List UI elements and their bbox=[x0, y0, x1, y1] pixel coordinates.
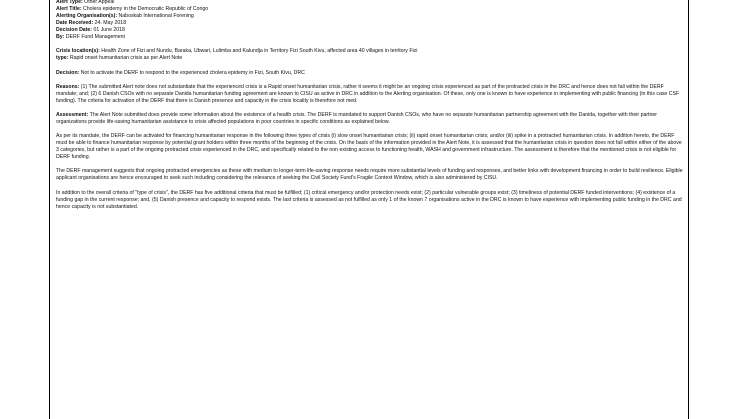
by-label: By: bbox=[56, 34, 65, 41]
decision-date-label: Decision Date: bbox=[56, 27, 93, 34]
document-page bbox=[49, 0, 689, 419]
assessment-label: Assessment: bbox=[56, 111, 89, 118]
reasons-label: Reasons: bbox=[56, 83, 80, 90]
crisis-location-value: Health Zone of Fizi and Nundu, Baraka, Ubwari, Lulimba and Kalundja in Territory Fizi South Kivu, affected area 40 villages in territory Fizi bbox=[99, 48, 418, 55]
by-value: DERF Fund Management bbox=[64, 34, 125, 41]
alert-type-value: Other Appeal bbox=[82, 0, 115, 5]
crisis-type-line bbox=[56, 55, 683, 62]
crisis-section bbox=[56, 48, 683, 62]
crisis-location-line bbox=[56, 48, 683, 55]
management-paragraph: The DERF management suggests that ongoing protracted emergencies as these with medium to longer-term life-saving response needs require more substantial levels of funding and responses, and better links with development financing in order to build resilience. Eligible applicant organisations are hence encouraged to seek such including considering the relevance of seeking the Civil Society Fund's Fragile Context Window, which is also administered by CISU. bbox=[56, 168, 683, 182]
date-received-line bbox=[56, 20, 683, 27]
spacer bbox=[56, 105, 683, 112]
assessment-paragraph bbox=[56, 112, 683, 126]
alert-title-label: Alert Title: bbox=[56, 6, 82, 13]
mandate-paragraph: As per its mandate, the DERF can be activated for financing humanitarian response in the following three types of crisis (i) slow onset humanitarian crisis; (ii) rapid onset humanitarian crisis; and/or (iii) spike in a protracted humanitarian crisis. In addition hereto, the DERF must be able to finance humanitarian response by potential grant holders within three months of the beginning of the crisis. On the basis of the information provided in the Alert Note, it is assessed that the humanitarian crisis in question does not fall within either of the above 3 categories, but rather is a part of the ongoing protracted crisis experienced in the DRC, and specifically related to the non existing access to functioning health, WASH and government infrastructure. The assessment is therefore that the mentioned crisis is not eligible for DERF funding. bbox=[56, 133, 682, 161]
by-line bbox=[56, 34, 683, 41]
decision-value: Not to activate the DERF to respond to the experienced cholera epidemy in Fizi, South Kivu, DRC bbox=[79, 69, 305, 76]
decision-date-value: 01 June 2018 bbox=[92, 27, 125, 34]
spacer bbox=[56, 77, 683, 84]
alert-title-line bbox=[56, 6, 683, 13]
criteria-paragraph: In addition to the overall criteria of "type of crisis", the DERF has five additional criteria that must be fulfilled; (1) critical emergency and/or protection needs exist; (2) particular vulnerable groups exist; (3) timeliness of potential DERF funded interventions; (4) existence of a funding gap in the current response; and, (5) Danish presence and capacity to respond exists. The last criteria is assessed as not fulfilled as only 1 of the known 7 organisations active in the DRC is known to have experience with implementing public funding in the DRC and hence capacity is not substantiated. bbox=[56, 189, 682, 210]
date-received-value: 24. May 2018 bbox=[93, 20, 127, 27]
crisis-type-value: Rapid onset humanitarian crisis as per Alert Note bbox=[68, 55, 183, 62]
assessment-value: The Alert Note submitted does provide some information about the existence of a health crisis. The DERF is mandated to support Danish CSOs, who have no separate humanitarian partnership agreement with the Danida, together with their partner organizations provide life-saving humanitarian assistance to crisis affected populations in poor countries in specific conditions as explained below. bbox=[56, 111, 658, 125]
decision-paragraph bbox=[56, 70, 683, 77]
alerting-org-value: Naboskab International Forening bbox=[117, 13, 194, 20]
spacer bbox=[56, 183, 683, 190]
reasons-paragraph bbox=[56, 84, 683, 105]
alert-title-value: Cholera epidemy in the Democratic Republic of Congo bbox=[81, 6, 209, 13]
spacer bbox=[56, 41, 683, 48]
crisis-type-label: type: bbox=[56, 55, 69, 62]
decision-date-line bbox=[56, 27, 683, 34]
spacer bbox=[56, 62, 683, 69]
spacer bbox=[56, 126, 683, 133]
spacer bbox=[56, 161, 683, 168]
alert-type-label: Alert Type: bbox=[56, 0, 83, 5]
alerting-org-line bbox=[56, 13, 683, 20]
date-received-label: Date Received: bbox=[56, 20, 94, 27]
reasons-value: (1) The submitted Alert note does not substantiate that the experienced crisis is a Rapid onset humanitarian crisis, rather it seems it might be an ongoing crisis experienced as part of the protracted crisis in the DRC and hence does not fall within the DERF mandate; and; (2) 6 Danish CSOs with no separate Danida humanitarian funding agreement are known to CISU as active in DRC in addition to the Alerting organisation. Of these, only one is known to have experience in implementing with public financing (in this case CSF funding). The criteria for activation of the DERF that there is Danish presence and capacity in the crisis locality is therefore not med. bbox=[56, 83, 680, 104]
alerting-org-label: Alerting Organisation(s): bbox=[56, 13, 118, 20]
decision-label: Decision: bbox=[56, 69, 80, 76]
alert-header bbox=[56, 0, 683, 41]
crisis-location-label: Crisis location(s): bbox=[56, 48, 100, 55]
